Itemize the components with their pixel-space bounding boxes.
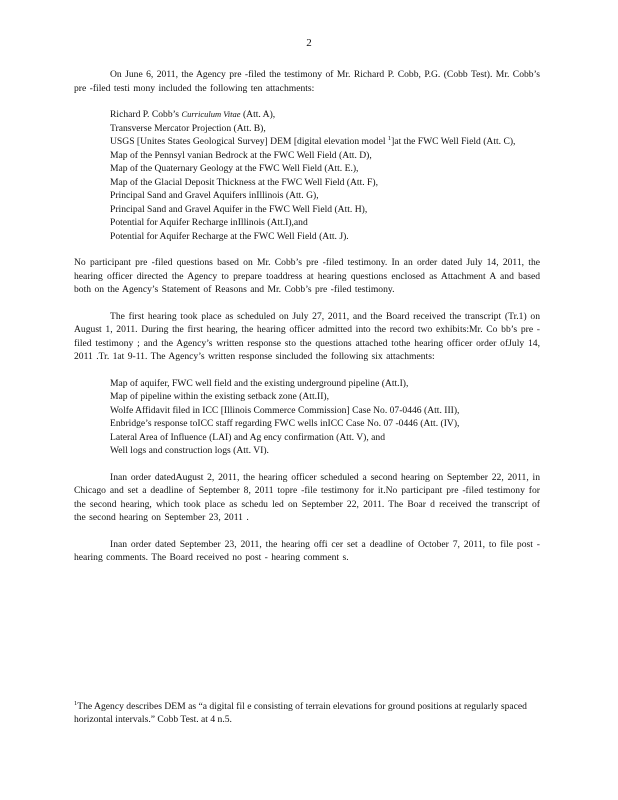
attachment-item: Map of the Quaternary Geology at the FWC Well Field (Att. E.),: [110, 163, 359, 174]
attachment-item: Richard P. Cobb’s Curriculum Vitae (Att. A),: [110, 109, 276, 120]
attachment-list-cobb: [74, 108, 540, 243]
page-number: 2: [306, 37, 312, 49]
attachment-item: Well logs and construction logs (Att. VI).: [110, 445, 269, 456]
attachment-item: Wolfe Affidavit filed in ICC [Illinois Commerce Commission] Case No. 07-0446 (Att. III),: [110, 404, 460, 416]
attachment-item: Map of aquifer, FWC well field and the existing underground pipeline (Att.I),: [110, 377, 409, 389]
attachment-item: Principal Sand and Gravel Aquifers inIllinois (Att. G),: [110, 190, 319, 201]
attachment-item: Potential for Aquifer Recharge at the FWC Well Field (Att. J).: [110, 230, 349, 242]
attachment-item: USGS [Unites States Geological Survey] DEM [digital elevation model $^1$]at the FWC Well Field (Att. C),: [110, 134, 516, 147]
footnote: [74, 700, 540, 726]
attachment-item: Transverse Mercator Projection (Att. B),: [110, 122, 266, 134]
footnote-text: The Agency describes DEM as “a digital fil e consisting of terrain elevations for ground positions at regularly spaced horizontal intervals.” Cobb Test. at 4 n.5.: [74, 701, 527, 725]
attachment-item: Map of pipeline within the existing setback zone (Att.II),: [110, 391, 329, 402]
attachment-item: Potential for Aquifer Recharge inIllinois (Att.I),and: [110, 217, 308, 228]
attachment-item: Lateral Area of Influence (LAI) and Ag ency confirmation (Att. V), and: [110, 431, 385, 443]
paragraph-first-hearing: The first hearing took place as scheduled on July 27, 2011, and the Board received the transcript (Tr.1) on August 1, 2011. During the first hearing, the hearing officer admitted into the record two exhibits:Mr. Co bb’s pre -filed testimony ; and the Agency’s written response sto the questions attached tothe hearing officer order ofJuly 14, 2011 .Tr. 1at 9-11. The Agency’s written response sincluded the following six attachments:: [74, 310, 540, 362]
attachment-item: Map of the Pennsyl vanian Bedrock at the FWC Well Field (Att. D),: [110, 149, 372, 161]
attachment-list-agency: [74, 377, 540, 458]
document-body: [74, 68, 540, 565]
paragraph-post-hearing: Inan order dated September 23, 2011, the hearing offi cer set a deadline of October 7, 2011, to file post -hearing comments. The Board received no post - hearing comment s.: [74, 538, 540, 563]
attachment-item: Enbridge’s response toICC staff regarding FWC wells inICC Case No. 07 -0446 (Att. (IV),: [110, 418, 460, 429]
paragraph-second-hearing: Inan order datedAugust 2, 2011, the hearing officer scheduled a second hearing on September 22, 2011, in Chicago and set a deadline of September 8, 2011 topre -file testimony for it.No participant pre -filed testimony for the second hearing, which took place as schedu led on September 22, 2011. The Boar d received the transcript of the second hearing on September 23, 2011 .: [74, 471, 540, 523]
paragraph-no-questions: No participant pre -filed questions based on Mr. Cobb’s pre -filed testimony. In an order dated July 14, 2011, the hearing officer directed the Agency to prepare toaddress at hearing questions enclosed as Attachment A and based both on the Agency’s Statement of Reasons and Mr. Cobb’s pre -filed testimony.: [74, 257, 540, 295]
attachment-item: Map of the Glacial Deposit Thickness at the FWC Well Field (Att. F),: [110, 176, 378, 188]
attachment-item: Principal Sand and Gravel Aquifer in the FWC Well Field (Att. H),: [110, 203, 368, 215]
paragraph-cobb-testimony: On June 6, 2011, the Agency pre -filed the testimony of Mr. Richard P. Cobb, P.G. (Cobb Test). Mr. Cobb’s pre -filed testi mony included the following ten attachments:: [74, 69, 540, 94]
footnote-marker: 1: [74, 699, 78, 707]
